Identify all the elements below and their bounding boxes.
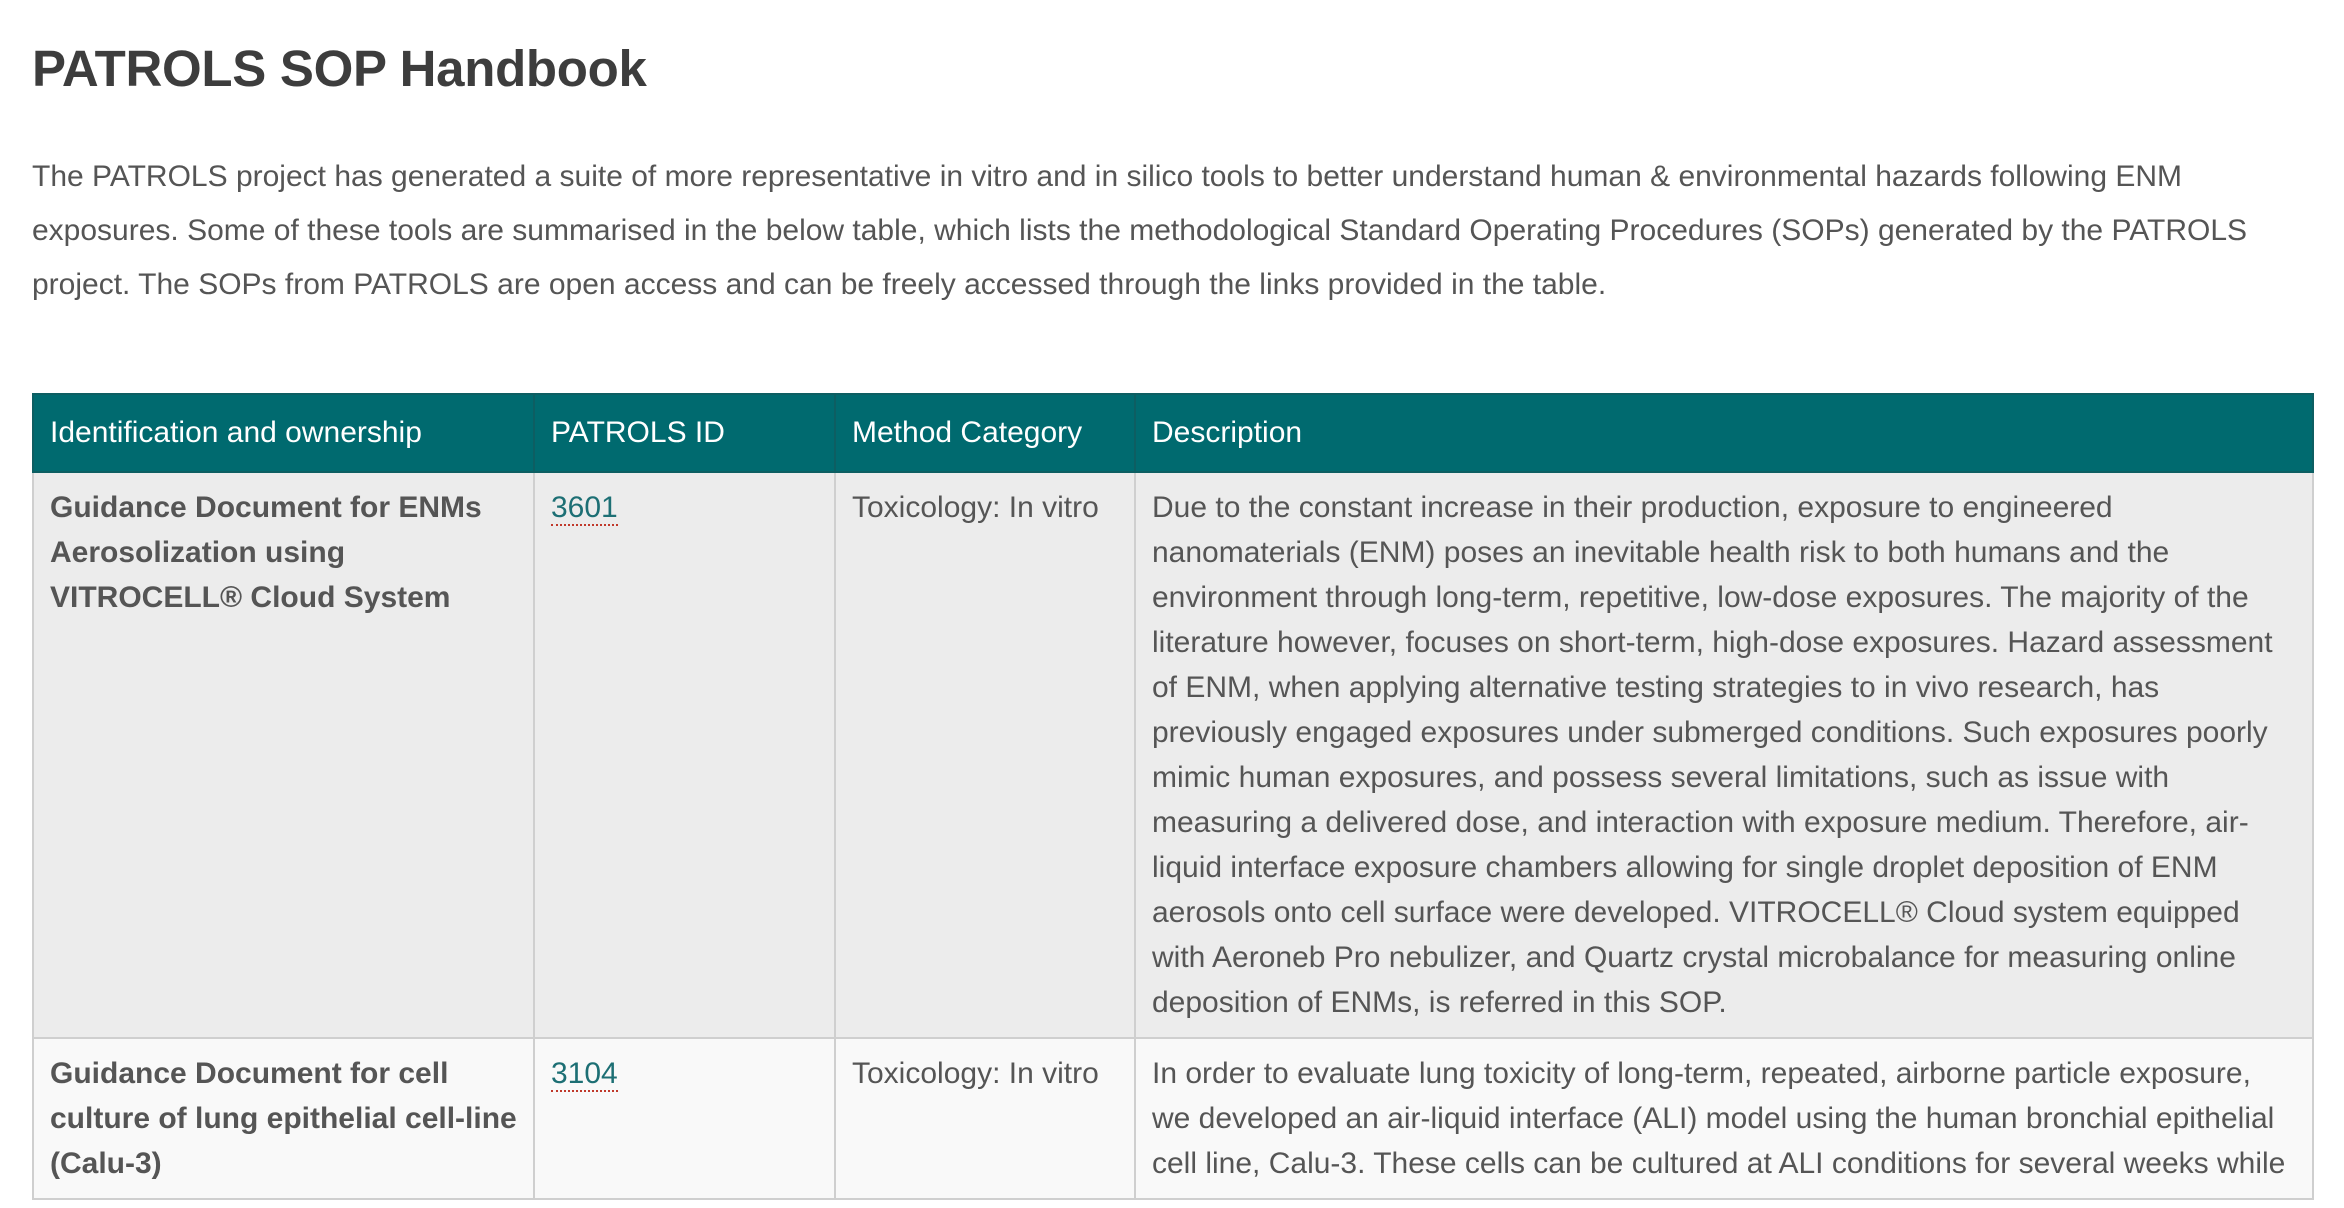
- page-title: PATROLS SOP Handbook: [32, 40, 647, 97]
- header-patrols-id: PATROLS ID: [534, 394, 835, 472]
- cell-method-category: Toxicology: In vitro: [835, 1038, 1135, 1199]
- cell-description: In order to evaluate lung toxicity of long-term, repeated, airborne particle exposure, we developed an air-liquid interface (ALI) model using the human bronchial epithelial cell line, Calu-3. These cells can be cultured at ALI conditions for several weeks while: [1135, 1038, 2313, 1199]
- patrols-id-link[interactable]: 3104: [551, 1057, 618, 1090]
- header-method-category: Method Category: [835, 394, 1135, 472]
- patrols-id-link[interactable]: 3601: [551, 491, 618, 524]
- cell-identification: Guidance Document for ENMs Aerosolization using VITROCELL® Cloud System: [33, 472, 534, 1038]
- cell-description: Due to the constant increase in their production, exposure to engineered nanomaterials (ENM) poses an inevitable health risk to both humans and the environment through long-term, repetitive, low-dose exposures. The majority of the literature however, focuses on short-term, high-dose exposures. Hazard assessment of ENM, when applying alternative testing strategies to in vivo research, has previously engaged exposures under submerged conditions. Such exposures poorly mimic human exposures, and possess several limitations, such as issue with measuring a delivered dose, and interaction with exposure medium. Therefore, air-liquid interface exposure chambers allowing for single droplet deposition of ENM aerosols onto cell surface were developed. VITROCELL® Cloud system equipped with Aeroneb Pro nebulizer, and Quartz crystal microbalance for measuring online deposition of ENMs, is referred in this SOP.: [1135, 472, 2313, 1038]
- cell-identification: Guidance Document for cell culture of lung epithelial cell-line (Calu-3): [33, 1038, 534, 1199]
- header-description: Description: [1135, 394, 2313, 472]
- table-row: [33, 1038, 2313, 1199]
- cell-method-category: Toxicology: In vitro: [835, 472, 1135, 1038]
- table-row: [33, 472, 2313, 1038]
- header-identification: Identification and ownership: [33, 394, 534, 472]
- cell-patrols-id: [534, 1038, 835, 1199]
- sop-table-wrapper: [32, 393, 2312, 1200]
- table-header-row: [33, 394, 2313, 472]
- cell-patrols-id: [534, 472, 835, 1038]
- sop-table: [32, 393, 2314, 1200]
- intro-paragraph: The PATROLS project has generated a suite of more representative in vitro and in silico tools to better understand human & environmental hazards following ENM exposures. Some of these tools are summarised in the below table, which lists the methodological Standard Operating Procedures (SOPs) generated by the PATROLS project. The SOPs from PATROLS are open access and can be freely accessed through the links provided in the table.: [32, 160, 2248, 301]
